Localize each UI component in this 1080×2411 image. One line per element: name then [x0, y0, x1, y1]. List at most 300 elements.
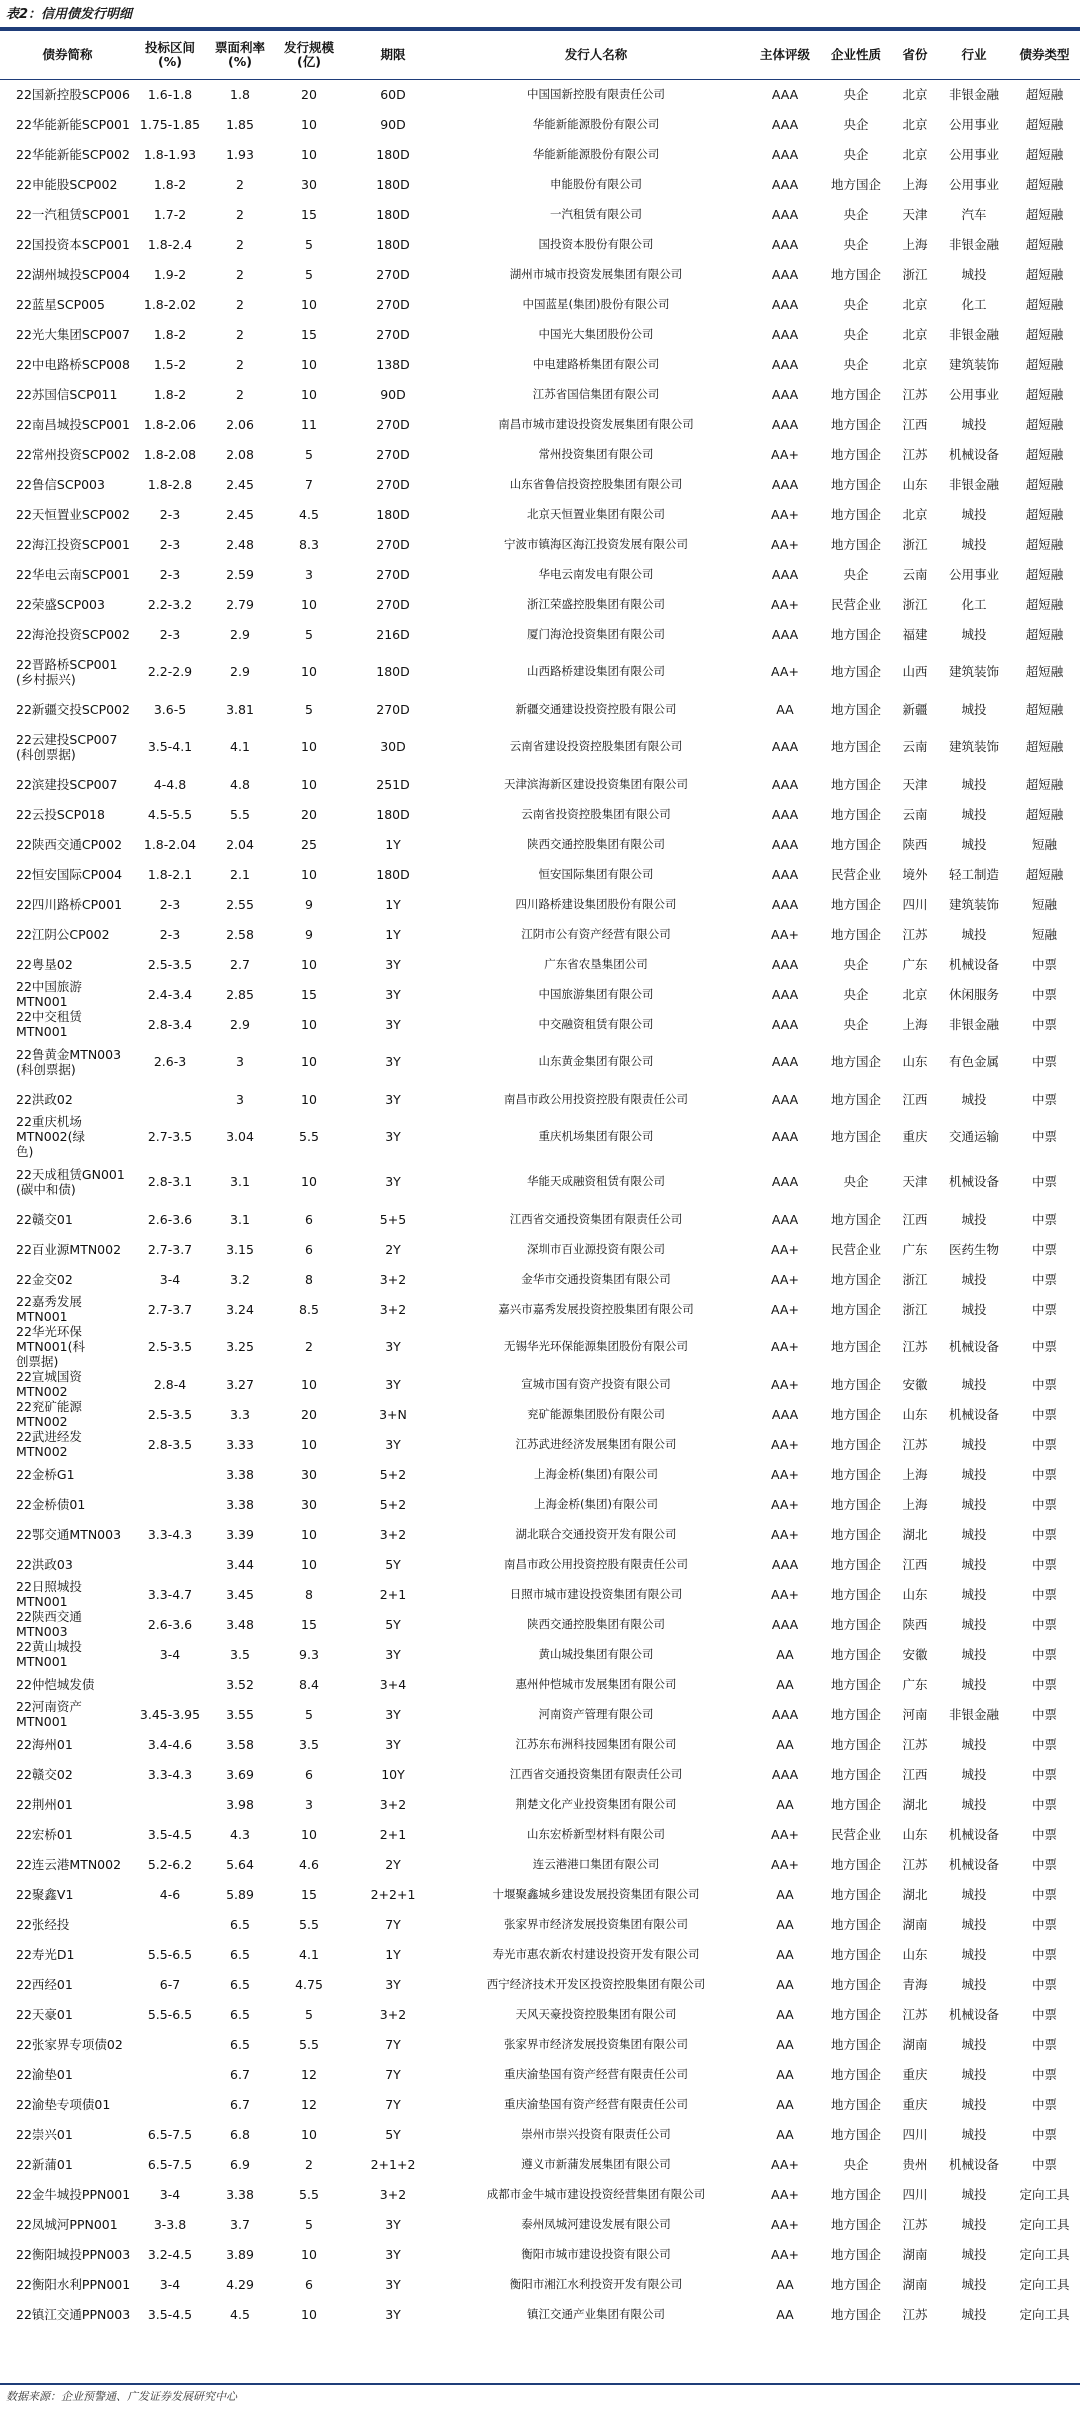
- table-row: [0, 2029, 1080, 2059]
- bond-name-cell: 22中交租赁MTN001: [0, 1009, 135, 1039]
- ownership-cell: 地方国企: [821, 889, 891, 919]
- bond-name-cell: 22华能新能SCP002: [0, 139, 135, 169]
- bond-type-cell: 超短融: [1009, 589, 1080, 619]
- industry-cell: 化工: [939, 589, 1009, 619]
- issue-size-cell: 15: [275, 1609, 343, 1639]
- rating-cell: AAA: [749, 349, 821, 379]
- province-cell: 云南: [891, 799, 939, 829]
- rating-cell: AAA: [749, 409, 821, 439]
- industry-cell: 城投: [939, 1879, 1009, 1909]
- coupon-rate-cell: 2.9: [205, 1009, 275, 1039]
- coupon-rate-cell: 3.48: [205, 1609, 275, 1639]
- ownership-cell: 央企: [821, 2149, 891, 2179]
- coupon-rate-cell: 4.3: [205, 1819, 275, 1849]
- bid-range-cell: 2.2-3.2: [135, 589, 205, 619]
- industry-cell: 城投: [939, 1609, 1009, 1639]
- rating-cell: AA+: [749, 2179, 821, 2209]
- issue-size-cell: 10: [275, 1429, 343, 1459]
- table-row: [0, 1729, 1080, 1759]
- rating-cell: AAA: [749, 1399, 821, 1429]
- issue-size-cell: 5.5: [275, 1114, 343, 1159]
- province-cell: 湖南: [891, 1909, 939, 1939]
- coupon-rate-cell: 3.52: [205, 1669, 275, 1699]
- bond-type-cell: 超短融: [1009, 289, 1080, 319]
- bid-range-cell: 3-3.8: [135, 2209, 205, 2239]
- bond-name-cell: 22华能新能SCP001: [0, 109, 135, 139]
- issue-size-cell: 4.1: [275, 1939, 343, 1969]
- bond-type-cell: 中票: [1009, 1759, 1080, 1789]
- rating-cell: AAA: [749, 289, 821, 319]
- coupon-rate-cell: 3.44: [205, 1549, 275, 1579]
- industry-cell: 城投: [939, 1084, 1009, 1114]
- coupon-rate-cell: 3.25: [205, 1324, 275, 1369]
- ownership-cell: 地方国企: [821, 2209, 891, 2239]
- ownership-cell: 央企: [821, 289, 891, 319]
- ownership-cell: 地方国企: [821, 1999, 891, 2029]
- bond-name-cell: 22金桥债01: [0, 1489, 135, 1519]
- rating-cell: AAA: [749, 559, 821, 589]
- coupon-rate-cell: 3.38: [205, 2179, 275, 2209]
- term-cell: 2+1+2: [343, 2149, 443, 2179]
- table-row: [0, 1609, 1080, 1639]
- header-rating: 主体评级: [749, 31, 821, 79]
- bond-type-cell: 中票: [1009, 1699, 1080, 1729]
- bid-range-cell: 2.5-3.5: [135, 949, 205, 979]
- industry-cell: 城投: [939, 2209, 1009, 2239]
- term-cell: 270D: [343, 529, 443, 559]
- province-cell: 湖北: [891, 1519, 939, 1549]
- ownership-cell: 地方国企: [821, 1114, 891, 1159]
- issue-size-cell: 5: [275, 1699, 343, 1729]
- industry-cell: 轻工制造: [939, 859, 1009, 889]
- industry-cell: 城投: [939, 2089, 1009, 2119]
- province-cell: 上海: [891, 1459, 939, 1489]
- table-row: [0, 349, 1080, 379]
- bond-name-cell: 22渝垫专项债01: [0, 2089, 135, 2119]
- bid-range-cell: 1.8-2.8: [135, 469, 205, 499]
- issue-size-cell: 5: [275, 2209, 343, 2239]
- bond-type-cell: 中票: [1009, 1519, 1080, 1549]
- issuer-cell: 西宁经济技术开发区投资控股集团有限公司: [443, 1969, 749, 1999]
- table-row: [0, 1879, 1080, 1909]
- issuer-cell: 山东省鲁信投资控股集团有限公司: [443, 469, 749, 499]
- coupon-rate-cell: 3.5: [205, 1639, 275, 1669]
- rating-cell: AAA: [749, 139, 821, 169]
- bond-name-cell: 22天恒置业SCP002: [0, 499, 135, 529]
- bond-name-cell: 22中电路桥SCP008: [0, 349, 135, 379]
- province-cell: 江苏: [891, 1324, 939, 1369]
- issuer-cell: 南昌市政公用投资控股有限责任公司: [443, 1084, 749, 1114]
- issuer-cell: 衡阳市城市建设投资有限公司: [443, 2239, 749, 2269]
- coupon-rate-cell: 2.48: [205, 529, 275, 559]
- header-ownership: 企业性质: [821, 31, 891, 79]
- coupon-rate-cell: 6.5: [205, 2029, 275, 2059]
- term-cell: 2Y: [343, 1849, 443, 1879]
- bid-range-cell: 4-4.8: [135, 769, 205, 799]
- province-cell: 江苏: [891, 1999, 939, 2029]
- ownership-cell: 地方国企: [821, 1429, 891, 1459]
- coupon-rate-cell: 3.81: [205, 694, 275, 724]
- industry-cell: 城投: [939, 409, 1009, 439]
- issue-size-cell: 6: [275, 1234, 343, 1264]
- table-row: [0, 1429, 1080, 1459]
- bond-type-cell: 超短融: [1009, 349, 1080, 379]
- rating-cell: AAA: [749, 979, 821, 1009]
- ownership-cell: 地方国企: [821, 169, 891, 199]
- term-cell: 3Y: [343, 2209, 443, 2239]
- industry-cell: 城投: [939, 619, 1009, 649]
- issue-size-cell: 10: [275, 379, 343, 409]
- industry-cell: 城投: [939, 2239, 1009, 2269]
- coupon-rate-cell: 1.93: [205, 139, 275, 169]
- bond-issuance-table: [0, 31, 1080, 2329]
- bid-range-cell: 6-7: [135, 1969, 205, 1999]
- ownership-cell: 地方国企: [821, 649, 891, 694]
- term-cell: 3+N: [343, 1399, 443, 1429]
- issue-size-cell: 10: [275, 2299, 343, 2329]
- issuer-cell: 连云港港口集团有限公司: [443, 1849, 749, 1879]
- rating-cell: AAA: [749, 1699, 821, 1729]
- ownership-cell: 地方国企: [821, 619, 891, 649]
- issue-size-cell: 9: [275, 889, 343, 919]
- bond-type-cell: 中票: [1009, 1819, 1080, 1849]
- bond-name-cell: 22四川路桥CP001: [0, 889, 135, 919]
- ownership-cell: 地方国企: [821, 1639, 891, 1669]
- bid-range-cell: 3.3-4.3: [135, 1759, 205, 1789]
- rating-cell: AAA: [749, 829, 821, 859]
- rating-cell: AA: [749, 2089, 821, 2119]
- term-cell: 3Y: [343, 1639, 443, 1669]
- bond-type-cell: 中票: [1009, 1489, 1080, 1519]
- term-cell: 5Y: [343, 1609, 443, 1639]
- term-cell: 1Y: [343, 919, 443, 949]
- province-cell: 江西: [891, 1084, 939, 1114]
- issuer-cell: 嘉兴市嘉秀发展投资控股集团有限公司: [443, 1294, 749, 1324]
- issue-size-cell: 2: [275, 1324, 343, 1369]
- bond-name-cell: 22连云港MTN002: [0, 1849, 135, 1879]
- bond-name-cell: 22新疆交投SCP002: [0, 694, 135, 724]
- rating-cell: AA+: [749, 2239, 821, 2269]
- issue-size-cell: 25: [275, 829, 343, 859]
- ownership-cell: 地方国企: [821, 1204, 891, 1234]
- coupon-rate-cell: 2.45: [205, 499, 275, 529]
- bond-type-cell: 定向工具: [1009, 2239, 1080, 2269]
- province-cell: 上海: [891, 229, 939, 259]
- ownership-cell: 地方国企: [821, 1084, 891, 1114]
- province-cell: 广东: [891, 1669, 939, 1699]
- term-cell: 30D: [343, 724, 443, 769]
- bid-range-cell: 2.5-3.5: [135, 1324, 205, 1369]
- bond-name-cell: 22国投资本SCP001: [0, 229, 135, 259]
- term-cell: 3Y: [343, 949, 443, 979]
- industry-cell: 城投: [939, 1729, 1009, 1759]
- industry-cell: 建筑装饰: [939, 889, 1009, 919]
- table-row: [0, 559, 1080, 589]
- province-cell: 江苏: [891, 1729, 939, 1759]
- term-cell: 1Y: [343, 1939, 443, 1969]
- issue-size-cell: 8: [275, 1264, 343, 1294]
- issue-size-cell: 9: [275, 919, 343, 949]
- bond-type-cell: 超短融: [1009, 799, 1080, 829]
- coupon-rate-cell: 6.5: [205, 1969, 275, 1999]
- bond-type-cell: 超短融: [1009, 619, 1080, 649]
- term-cell: 3+4: [343, 1669, 443, 1699]
- issuer-cell: 江阴市公有资产经营有限公司: [443, 919, 749, 949]
- industry-cell: 城投: [939, 2299, 1009, 2329]
- header-issuer: 发行人名称: [443, 31, 749, 79]
- rating-cell: AA+: [749, 1369, 821, 1399]
- table-row: [0, 949, 1080, 979]
- industry-cell: 城投: [939, 919, 1009, 949]
- bond-name-cell: 22一汽租赁SCP001: [0, 199, 135, 229]
- issue-size-cell: 10: [275, 2239, 343, 2269]
- bond-type-cell: 超短融: [1009, 439, 1080, 469]
- issue-size-cell: 5.5: [275, 2029, 343, 2059]
- issuer-cell: 常州投资集团有限公司: [443, 439, 749, 469]
- rating-cell: AA+: [749, 1429, 821, 1459]
- industry-cell: 城投: [939, 1939, 1009, 1969]
- table-row: [0, 1969, 1080, 1999]
- term-cell: 3Y: [343, 1009, 443, 1039]
- industry-cell: 城投: [939, 1519, 1009, 1549]
- table-row: [0, 229, 1080, 259]
- bond-name-cell: 22衡阳城投PPN003: [0, 2239, 135, 2269]
- bond-type-cell: 中票: [1009, 979, 1080, 1009]
- province-cell: 上海: [891, 1489, 939, 1519]
- coupon-rate-cell: 6.5: [205, 1999, 275, 2029]
- issuer-cell: 中国旅游集团有限公司: [443, 979, 749, 1009]
- issue-size-cell: 5: [275, 439, 343, 469]
- bid-range-cell: 2.8-3.1: [135, 1159, 205, 1204]
- term-cell: 270D: [343, 694, 443, 724]
- table-row: [0, 919, 1080, 949]
- bond-name-cell: 22荣盛SCP003: [0, 589, 135, 619]
- table-row: [0, 1519, 1080, 1549]
- table-row: [0, 1819, 1080, 1849]
- ownership-cell: 央企: [821, 139, 891, 169]
- term-cell: 270D: [343, 439, 443, 469]
- issue-size-cell: 10: [275, 1009, 343, 1039]
- province-cell: 湖北: [891, 1789, 939, 1819]
- bid-range-cell: 1.8-2.06: [135, 409, 205, 439]
- issuer-cell: 华电云南发电有限公司: [443, 559, 749, 589]
- rating-cell: AA: [749, 1879, 821, 1909]
- term-cell: 3Y: [343, 1429, 443, 1459]
- ownership-cell: 地方国企: [821, 469, 891, 499]
- rating-cell: AA: [749, 2059, 821, 2089]
- province-cell: 山东: [891, 1039, 939, 1084]
- bond-type-cell: 定向工具: [1009, 2299, 1080, 2329]
- coupon-rate-cell: 3.04: [205, 1114, 275, 1159]
- issuer-cell: 中交融资租赁有限公司: [443, 1009, 749, 1039]
- ownership-cell: 央企: [821, 559, 891, 589]
- bond-name-cell: 22新蒲01: [0, 2149, 135, 2179]
- issue-size-cell: 15: [275, 979, 343, 1009]
- bid-range-cell: 1.8-2.04: [135, 829, 205, 859]
- bond-type-cell: 中票: [1009, 1114, 1080, 1159]
- issuer-cell: 上海金桥(集团)有限公司: [443, 1489, 749, 1519]
- bond-name-cell: 22镇江交通PPN003: [0, 2299, 135, 2329]
- bond-type-cell: 超短融: [1009, 379, 1080, 409]
- province-cell: 四川: [891, 2119, 939, 2149]
- industry-cell: 公用事业: [939, 559, 1009, 589]
- rating-cell: AAA: [749, 79, 821, 109]
- issue-size-cell: 11: [275, 409, 343, 439]
- industry-cell: 建筑装饰: [939, 649, 1009, 694]
- table-row: [0, 1939, 1080, 1969]
- coupon-rate-cell: 2.7: [205, 949, 275, 979]
- rating-cell: AAA: [749, 1159, 821, 1204]
- bond-type-cell: 中票: [1009, 1789, 1080, 1819]
- table-row: [0, 1999, 1080, 2029]
- bid-range-cell: 2.7-3.7: [135, 1294, 205, 1324]
- bond-type-cell: 超短融: [1009, 109, 1080, 139]
- bid-range-cell: [135, 2089, 205, 2119]
- bond-name-cell: 22苏国信SCP011: [0, 379, 135, 409]
- bond-type-cell: 短融: [1009, 889, 1080, 919]
- bid-range-cell: 1.8-2.1: [135, 859, 205, 889]
- issue-size-cell: 4.5: [275, 499, 343, 529]
- industry-cell: 城投: [939, 1429, 1009, 1459]
- bid-range-cell: 2.8-3.5: [135, 1429, 205, 1459]
- term-cell: 3Y: [343, 2269, 443, 2299]
- bid-range-cell: [135, 1459, 205, 1489]
- industry-cell: 机械设备: [939, 1399, 1009, 1429]
- issuer-cell: 宁波市镇海区海江投资发展有限公司: [443, 529, 749, 559]
- issue-size-cell: 6: [275, 1204, 343, 1234]
- industry-cell: 城投: [939, 1789, 1009, 1819]
- bid-range-cell: [135, 1084, 205, 1114]
- bond-name-cell: 22海江投资SCP001: [0, 529, 135, 559]
- ownership-cell: 地方国企: [821, 1909, 891, 1939]
- issue-size-cell: 30: [275, 169, 343, 199]
- bid-range-cell: 2.8-4: [135, 1369, 205, 1399]
- ownership-cell: 地方国企: [821, 1294, 891, 1324]
- rating-cell: AA+: [749, 649, 821, 694]
- bid-range-cell: 3-4: [135, 1639, 205, 1669]
- ownership-cell: 地方国企: [821, 2089, 891, 2119]
- term-cell: 138D: [343, 349, 443, 379]
- issuer-cell: 天风天豪投资控股集团有限公司: [443, 1999, 749, 2029]
- bond-type-cell: 中票: [1009, 1039, 1080, 1084]
- bond-type-cell: 中票: [1009, 949, 1080, 979]
- issuer-cell: 崇州市崇兴投资有限责任公司: [443, 2119, 749, 2149]
- table-row: [0, 469, 1080, 499]
- issuer-cell: 江苏武进经济发展集团有限公司: [443, 1429, 749, 1459]
- ownership-cell: 地方国企: [821, 1699, 891, 1729]
- issue-size-cell: 10: [275, 349, 343, 379]
- bond-type-cell: 超短融: [1009, 259, 1080, 289]
- term-cell: 270D: [343, 469, 443, 499]
- province-cell: 山东: [891, 1399, 939, 1429]
- term-cell: 270D: [343, 259, 443, 289]
- bid-range-cell: 2.8-3.4: [135, 1009, 205, 1039]
- industry-cell: 城投: [939, 2179, 1009, 2209]
- table-row: [0, 1369, 1080, 1399]
- industry-cell: 城投: [939, 1579, 1009, 1609]
- term-cell: 251D: [343, 769, 443, 799]
- header-bond-name: 债券简称: [0, 31, 135, 79]
- issue-size-cell: 10: [275, 289, 343, 319]
- bid-range-cell: 2-3: [135, 619, 205, 649]
- bond-name-cell: 22金牛城投PPN001: [0, 2179, 135, 2209]
- table-row: [0, 694, 1080, 724]
- ownership-cell: 地方国企: [821, 2239, 891, 2269]
- table-row: [0, 1849, 1080, 1879]
- bond-name-cell: 22仲恺城发债: [0, 1669, 135, 1699]
- term-cell: 3+2: [343, 1294, 443, 1324]
- industry-cell: 城投: [939, 529, 1009, 559]
- rating-cell: AAA: [749, 229, 821, 259]
- province-cell: 陕西: [891, 1609, 939, 1639]
- bid-range-cell: 3.3-4.3: [135, 1519, 205, 1549]
- industry-cell: 城投: [939, 1969, 1009, 1999]
- table-row: [0, 439, 1080, 469]
- bid-range-cell: 1.9-2: [135, 259, 205, 289]
- term-cell: 270D: [343, 319, 443, 349]
- ownership-cell: 地方国企: [821, 1459, 891, 1489]
- coupon-rate-cell: 3: [205, 1084, 275, 1114]
- term-cell: 3+2: [343, 1519, 443, 1549]
- header-province: 省份: [891, 31, 939, 79]
- bond-type-cell: 中票: [1009, 1399, 1080, 1429]
- rating-cell: AAA: [749, 1609, 821, 1639]
- industry-cell: 城投: [939, 1204, 1009, 1234]
- table-row: [0, 529, 1080, 559]
- rating-cell: AAA: [749, 169, 821, 199]
- industry-cell: 非银金融: [939, 319, 1009, 349]
- ownership-cell: 地方国企: [821, 2179, 891, 2209]
- coupon-rate-cell: 6.5: [205, 1909, 275, 1939]
- bond-name-cell: 22聚鑫V1: [0, 1879, 135, 1909]
- bond-name-cell: 22洪政03: [0, 1549, 135, 1579]
- province-cell: 境外: [891, 859, 939, 889]
- rating-cell: AA: [749, 1729, 821, 1759]
- coupon-rate-cell: 6.7: [205, 2059, 275, 2089]
- bond-name-cell: 22赣交01: [0, 1204, 135, 1234]
- rating-cell: AA+: [749, 589, 821, 619]
- issuer-cell: 无锡华光环保能源集团股份有限公司: [443, 1324, 749, 1369]
- issue-size-cell: 10: [275, 1039, 343, 1084]
- bond-type-cell: 超短融: [1009, 139, 1080, 169]
- term-cell: 180D: [343, 229, 443, 259]
- table-row: [0, 769, 1080, 799]
- coupon-rate-cell: 3.1: [205, 1159, 275, 1204]
- rating-cell: AAA: [749, 1759, 821, 1789]
- coupon-rate-cell: 1.85: [205, 109, 275, 139]
- province-cell: 江苏: [891, 439, 939, 469]
- table-row: [0, 499, 1080, 529]
- province-cell: 四川: [891, 889, 939, 919]
- issue-size-cell: 5: [275, 1999, 343, 2029]
- rating-cell: AA: [749, 694, 821, 724]
- province-cell: 天津: [891, 769, 939, 799]
- term-cell: 180D: [343, 499, 443, 529]
- issuer-cell: 恒安国际集团有限公司: [443, 859, 749, 889]
- bond-type-cell: 超短融: [1009, 694, 1080, 724]
- issuer-cell: 一汽租赁有限公司: [443, 199, 749, 229]
- table-row: [0, 1159, 1080, 1204]
- bond-name-cell: 22湖州城投SCP004: [0, 259, 135, 289]
- bond-type-cell: 超短融: [1009, 649, 1080, 694]
- province-cell: 山东: [891, 1819, 939, 1849]
- bond-type-cell: 定向工具: [1009, 2179, 1080, 2209]
- rating-cell: AA+: [749, 2209, 821, 2239]
- bond-type-cell: 中票: [1009, 1084, 1080, 1114]
- issue-size-cell: 8.3: [275, 529, 343, 559]
- province-cell: 浙江: [891, 529, 939, 559]
- issuer-cell: 江西省交通投资集团有限责任公司: [443, 1204, 749, 1234]
